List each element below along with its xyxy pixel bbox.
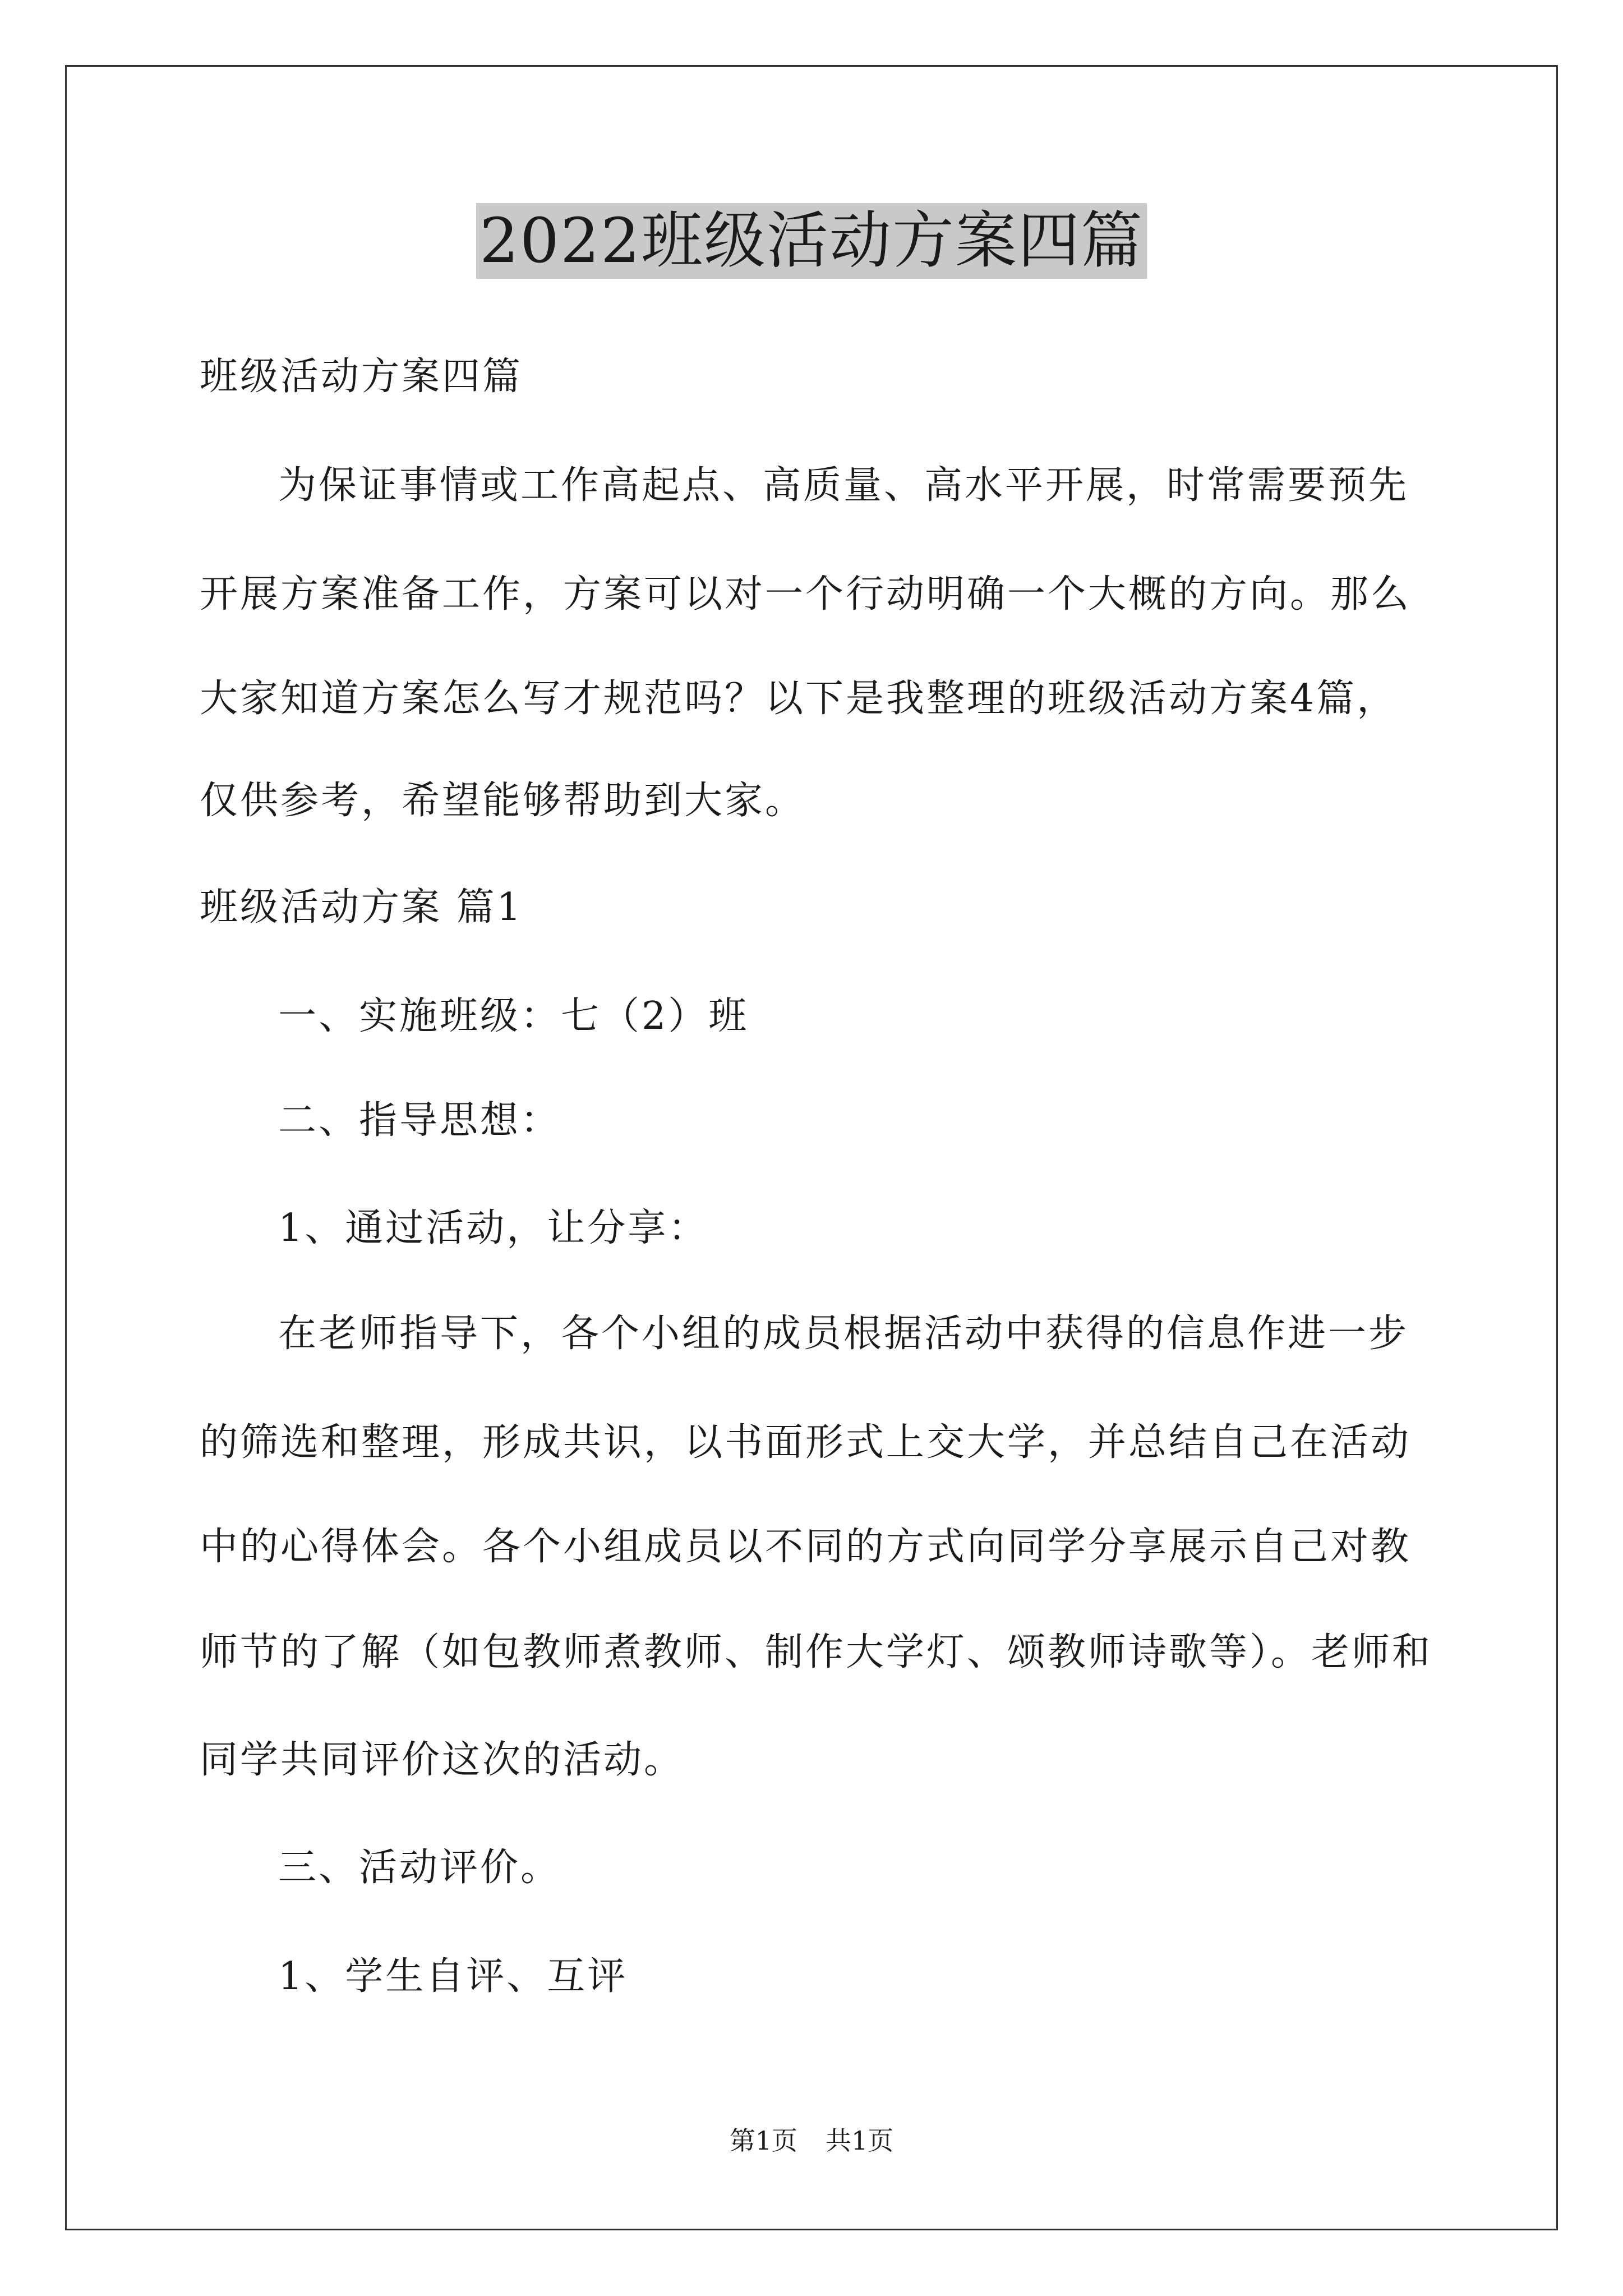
page-number: 第1页 (729, 2125, 797, 2156)
paragraph-line: 1、通过活动，让分享： (278, 1206, 709, 1250)
subtitle-line: 班级活动方案四篇 (200, 355, 523, 399)
paragraph-line: 三、活动评价。 (278, 1846, 561, 1890)
document-title: 2022班级活动方案四篇 (476, 203, 1147, 279)
paragraph-line: 一、实施班级：七（2）班 (278, 994, 749, 1038)
page-total: 共1页 (826, 2125, 894, 2156)
page-footer (0, 2124, 1623, 2157)
paragraph-line: 仅供参考，希望能够帮助到大家。 (200, 779, 806, 823)
paragraph-line: 的筛选和整理，形成共识，以书面形式上交大学，并总结自己在活动 (200, 1420, 1412, 1465)
paragraph-line: 开展方案准备工作，方案可以对一个行动明确一个大概的方向。那么 (200, 572, 1412, 616)
paragraph-line: 1、学生自评、互评 (278, 1954, 628, 1999)
paragraph-line: 大家知道方案怎么写才规范吗？以下是我整理的班级活动方案4篇， (200, 677, 1398, 721)
title-container (0, 203, 1623, 279)
paragraph-line: 师节的了解（如包教师煮教师、制作大学灯、颂教师诗歌等）。老师和 (200, 1630, 1433, 1674)
section-heading: 班级活动方案 篇1 (200, 885, 523, 930)
paragraph-line: 在老师指导下，各个小组的成员根据活动中获得的信息作进一步 (278, 1312, 1409, 1356)
paragraph-line: 二、指导思想： (278, 1098, 561, 1143)
paragraph-line: 为保证事情或工作高起点、高质量、高水平开展，时常需要预先 (278, 463, 1409, 508)
paragraph-line: 同学共同评价这次的活动。 (200, 1738, 685, 1782)
paragraph-line: 中的心得体会。各个小组成员以不同的方式向同学分享展示自己对教 (200, 1525, 1412, 1569)
